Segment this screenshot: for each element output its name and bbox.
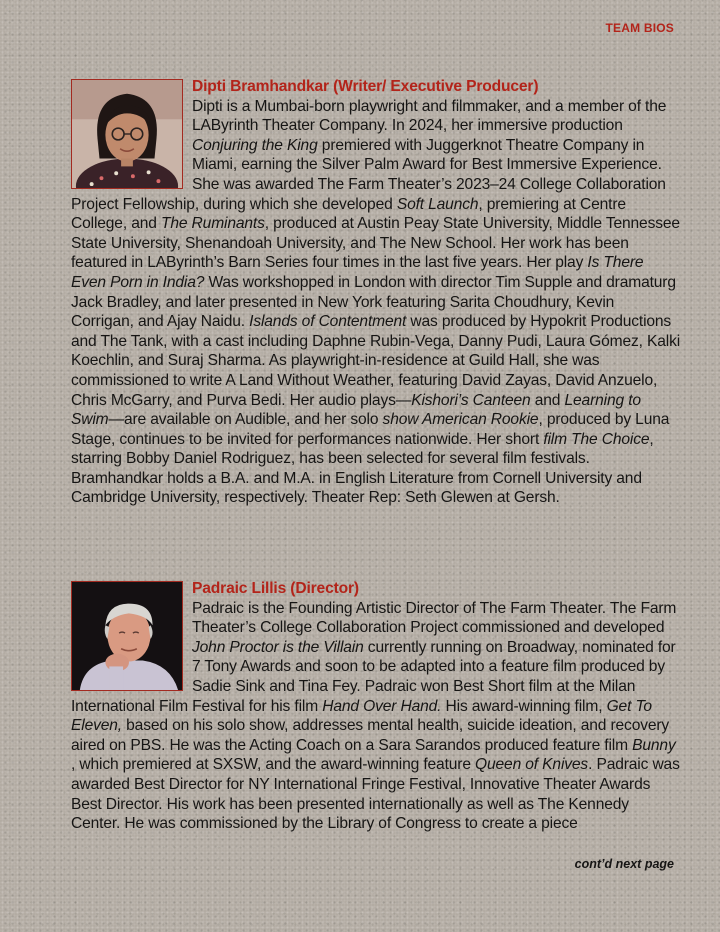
bio-title-text: Islands of Contentment <box>249 313 407 331</box>
bio-text-segment: and <box>530 391 565 409</box>
bio-title-text: show American Rookie <box>382 411 539 429</box>
bio-title-text: Is There Even Porn in India? <box>71 254 644 291</box>
bio-title-text: film The Choice <box>543 430 650 448</box>
section-header: TEAM BIOS <box>605 21 674 35</box>
bio-text-segment: , premiering at Centre College, and <box>71 195 626 233</box>
headshot-photo <box>71 79 183 189</box>
bio-title-text: Queen of Knives <box>475 756 589 774</box>
bio-text-segment: Dipti is a Mumbai-born playwright and filmmaker, and a member of the LAByrinth Theater Company. In 2024, her immersive production <box>192 97 667 135</box>
bio-text-segment: —are available on Audible, and her solo <box>108 411 383 429</box>
bio-text-segment: premiered with Juggerknot Theatre Company in Miami, earning the Silver Palm Award for Best Immersive Experience. She was awarded The Farm Theater’s 2023–24 College Collaboration Project Fellowship, during which she developed <box>71 136 666 213</box>
bio-padraic-lillis <box>71 579 681 834</box>
bio-text-segment: Was workshopped in London with director Tim Supple and dramaturg Jack Bradley, and later presented in New York featuring Sarita Choudhury, Kevin Corrigan, and Ajay Naidu. <box>71 273 676 331</box>
bio-dipti-bramhandkar <box>71 77 681 508</box>
bio-title-text: Bunny <box>632 736 676 754</box>
bio-text-segment: currently running on Broadway, nominated for 7 Tony Awards and soon to be adapted into a feature film produced by Sadie Sink and Tina Fey. Padraic won Best Short film at the Milan International Film Festival for his film <box>71 638 676 715</box>
bio-text-segment: His award-winning film, <box>441 697 607 715</box>
bio-text-segment: , starring Bobby Daniel Rodriguez, has been selected for several film festivals. Bramhandkar holds a B.A. and M.A. in English Literature from Cornell University and Cambridge University, respectively. Theater Rep: Seth Glewen at Gersh. <box>71 430 654 507</box>
bio-title-text: Learning to Swim <box>71 391 641 429</box>
bio-title-text: Kishori’s Canteen <box>411 391 531 409</box>
bio-title-text: John Proctor is the Villain <box>192 638 364 656</box>
headshot-photo <box>71 581 183 691</box>
bio-text-segment: was produced by Hypokrit Productions and The Tank, with a cast including Daphne Rubin-Vega, Danny Pudi, Laura Gómez, Kalki Koechlin, and Suraj Sharma. As playwright-in-residence at Guild Hall, she was commissioned to write A Land Without Weather, featuring David Zayas, David Anzuelo, Chris McGarry, and Purva Bedi. Her audio plays— <box>71 313 681 409</box>
bio-text-segment: , produced by Luna Stage, continues to be invited for performances nationwide. Her short <box>71 411 670 448</box>
headshot-man-image <box>72 582 182 690</box>
bio-title-text: Conjuring the King <box>192 136 318 154</box>
bio-text-segment: based on his solo show, addresses mental health, suicide ideation, and recovery aired on PBS. He was the Acting Coach on a Sara Sarandos produced feature film <box>71 717 670 754</box>
bio-title-text: The Ruminants <box>160 215 265 233</box>
bio-text-segment: , produced at Austin Peay State University, Middle Tennessee State University, Shenandoah University, and The New School. Her work has been featured in LAByrinth’s Barn Series four times in the last five years. Her play <box>71 215 680 272</box>
bio-title-text: Get To Eleven, <box>71 697 652 735</box>
bio-text-segment: Padraic is the Founding Artistic Director of The Farm Theater. The Farm Theater’s College Collaboration Project commissioned and developed <box>192 599 677 637</box>
bio-title-text: Hand Over Hand. <box>322 697 442 715</box>
bio-text-segment: . Padraic was awarded Best Director for NY International Fringe Festival, Innovative Theater Awards Best Director. His work has been presented internationally as well as The Kennedy Center. He was commissioned by the Library of Congress to create a piece <box>71 756 680 833</box>
continued-note: cont’d next page <box>574 857 674 871</box>
bio-title-text: Soft Launch <box>396 195 479 213</box>
bio-name: Dipti Bramhandkar (Writer/ Executive Producer) <box>192 78 539 95</box>
bio-text-segment: , which premiered at SXSW, and the award-winning feature <box>71 756 476 774</box>
bio-name: Padraic Lillis (Director) <box>192 580 359 597</box>
headshot-woman-image <box>72 80 182 188</box>
